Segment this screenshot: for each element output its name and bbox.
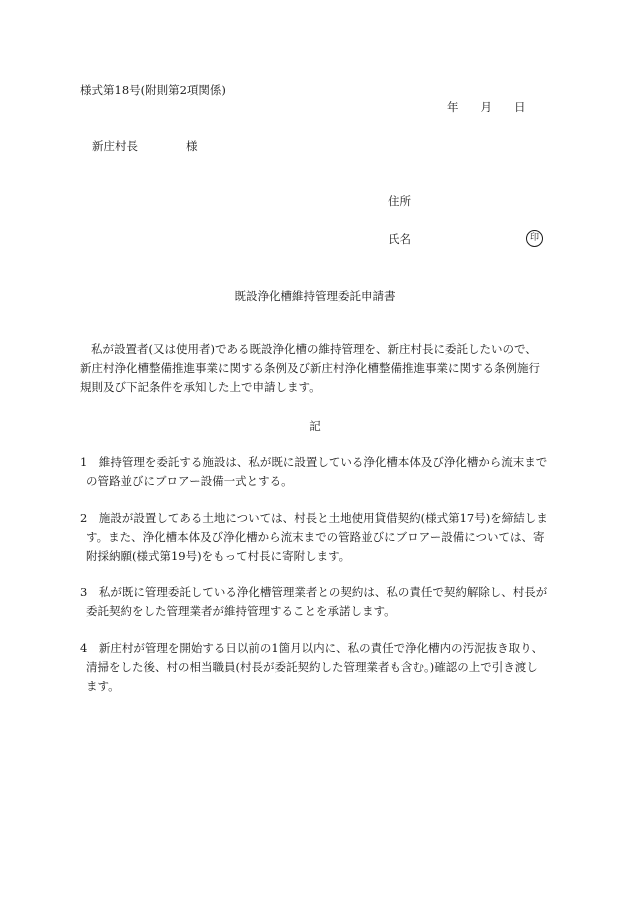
- address-label: 住所: [388, 194, 411, 208]
- addressee: [92, 138, 198, 154]
- condition-2: [80, 509, 560, 566]
- body-line: 私が設置者(又は使用者)である既設浄化槽の維持管理を、新庄村長に委託したいので、: [91, 342, 537, 356]
- body-line: 規則及び下記条件を承知した上で申請します。: [80, 380, 321, 394]
- condition-3: [80, 583, 560, 621]
- body-line: 新庄村浄化槽整備推進事業に関する条例及び新庄村浄化槽整備推進事業に関する条例施行: [80, 361, 540, 375]
- addressee-name: 新庄村長: [92, 139, 138, 153]
- addressee-honorific: 様: [186, 139, 198, 153]
- date-day: 日: [514, 100, 526, 114]
- condition-line: 4 新庄村が管理を開始する日以前の1箇月以内に、私の責任で浄化槽内の汚泥抜き取り、: [80, 641, 544, 655]
- condition-1: [80, 453, 560, 491]
- seal-mark: 印: [526, 230, 543, 247]
- condition-line: 委託契約をした管理業者が維持管理することを承諾します。: [86, 604, 396, 618]
- condition-line: 3 私が既に管理委託している浄化槽管理業者との契約は、私の責任で契約解除し、村長が: [80, 585, 548, 599]
- document-title: 既設浄化槽維持管理委託申請書: [234, 289, 396, 303]
- condition-4: [80, 639, 560, 696]
- date-month: 月: [480, 100, 492, 114]
- date-line: [447, 99, 526, 115]
- condition-line: ます。: [86, 679, 120, 693]
- condition-line: 2 施設が設置してある土地については、村長と土地使用貸借契約(様式第17号)を締結しま: [80, 511, 548, 525]
- condition-line: の管路並びにブロアー設備一式とする。: [86, 474, 293, 488]
- application-body: [80, 340, 555, 397]
- condition-line: 附採納願(様式第19号)をもって村長に寄附します。: [86, 549, 351, 563]
- date-year: 年: [447, 100, 459, 114]
- form-number: 様式第18号(附則第2項関係): [80, 83, 226, 97]
- ki-heading: 記: [309, 419, 321, 433]
- condition-line: 清掃をした後、村の相当職員(村長が委託契約した管理業者も含む。)確認の上で引き渡し: [86, 660, 538, 674]
- condition-line: 1 維持管理を委託する施設は、私が既に設置している浄化槽本体及び浄化槽から流末まで: [80, 455, 548, 469]
- name-label: 氏名: [388, 232, 411, 246]
- condition-line: す。また、浄化槽本体及び浄化槽から流末までの管路並びにブロアー設備については、寄: [86, 530, 545, 544]
